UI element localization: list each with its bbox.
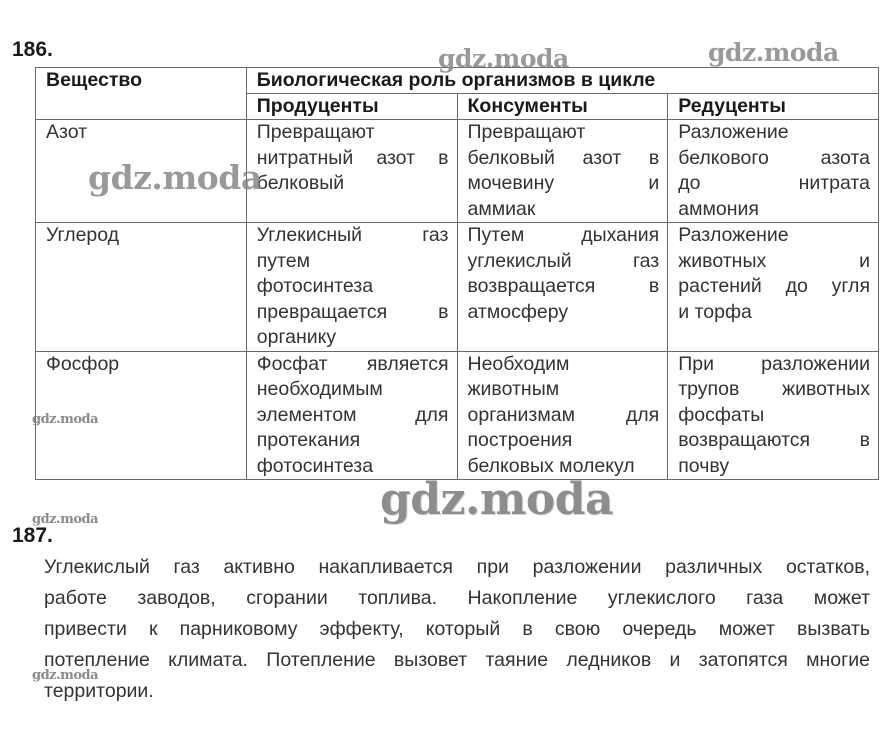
header-biological-role: Биологическая роль организмов в цикле (246, 68, 878, 94)
watermark: gdz.moda (32, 668, 99, 683)
watermark: gdz.moda (380, 474, 614, 525)
cell-line: Необходим (467, 352, 570, 375)
cell-line: Разложение (678, 121, 789, 143)
answer-paragraph-187 (44, 552, 870, 707)
cell-line: необходимым (256, 378, 383, 400)
cell-reducers (668, 223, 879, 352)
cell-line: до нитрата (678, 172, 870, 194)
cell-line: белковый (256, 172, 345, 194)
watermark: gdz.moda (438, 44, 569, 73)
cell-line: аммиак (467, 197, 536, 220)
cell-line: фосфаты (678, 403, 765, 426)
cell-line: мочевину и (467, 172, 660, 194)
cell-producers (246, 120, 457, 223)
watermark: gdz.moda (32, 512, 99, 527)
cell-line: животных и (678, 249, 870, 272)
cell-line: и торфа (678, 300, 752, 323)
cell-line: белковых молекул (467, 454, 635, 477)
cell-line: возвращаются в (678, 429, 870, 451)
cell-line: элементом для (256, 403, 449, 426)
cell-producers (246, 351, 457, 480)
cell-line: белкового азота (678, 146, 870, 169)
cell-line: построения (467, 429, 573, 451)
cell-line: животным (467, 378, 560, 400)
watermark: gdz.moda (88, 158, 262, 197)
cell-line: почву (678, 454, 730, 477)
cell-line: путем (256, 249, 311, 272)
header-consumers: Консументы (457, 94, 668, 120)
substance-name: Азот (46, 121, 88, 143)
cell-consumers (457, 351, 668, 480)
cell-line: белковый азот в (467, 146, 660, 169)
paragraph-line: привести к парниковому эффекту, который в свою очередь может вызвать (44, 618, 870, 640)
cell-line: превращается в (256, 300, 449, 323)
substance-name: Фосфор (46, 352, 120, 375)
substance-name: Углерод (46, 224, 120, 246)
task-number-186: 186. (12, 38, 53, 61)
cell-line: атмосферу (467, 300, 569, 323)
cell-line: фотосинтеза (256, 275, 374, 297)
cell-line: аммония (678, 197, 759, 220)
paragraph-line: территории. (44, 680, 154, 702)
cell-reducers (668, 351, 879, 480)
paragraph-line: Углекислый газ активно накапливается при разложении различных остатков, (44, 556, 870, 578)
cell-reducers (668, 120, 879, 223)
paragraph-line: потепление климата. Потепление вызовет таяние ледников и затопятся многие (44, 649, 870, 671)
cell-line: Превращают (256, 121, 375, 143)
cell-line: организмам для (467, 403, 660, 426)
cell-line: растений до угля (678, 275, 870, 297)
header-substance: Вещество (36, 68, 247, 120)
cell-consumers (457, 120, 668, 223)
cell-line: возвращается в (467, 275, 660, 297)
cell-producers (246, 223, 457, 352)
table-row-phosphorus (36, 351, 879, 480)
task-number-187: 187. (12, 524, 53, 547)
cell-line: При разложении (678, 352, 870, 375)
watermark: gdz.moda (32, 412, 99, 427)
header-reducers: Редуценты (668, 94, 879, 120)
cell-line: фотосинтеза (256, 454, 374, 477)
biological-role-table (35, 67, 879, 480)
cell-substance (36, 223, 247, 352)
cell-line: Углекисный газ (256, 224, 449, 246)
cell-line: трупов животных (678, 378, 870, 400)
cell-consumers (457, 223, 668, 352)
table-row-carbon (36, 223, 879, 352)
cell-line: Превращают (467, 121, 586, 143)
cell-line: протекания (256, 429, 361, 451)
cell-line: нитратный азот в (256, 146, 449, 169)
paragraph-line: работе заводов, сгорании топлива. Накопление углекислого газа может (44, 587, 870, 609)
cell-line: углекислый газ (467, 249, 660, 272)
cell-line: Разложение (678, 224, 789, 246)
cell-line: Путем дыхания (467, 224, 660, 246)
header-producers: Продуценты (246, 94, 457, 120)
cell-line: органику (256, 326, 337, 348)
watermark: gdz.moda (708, 38, 839, 67)
cell-line: Фосфат является (256, 352, 449, 375)
